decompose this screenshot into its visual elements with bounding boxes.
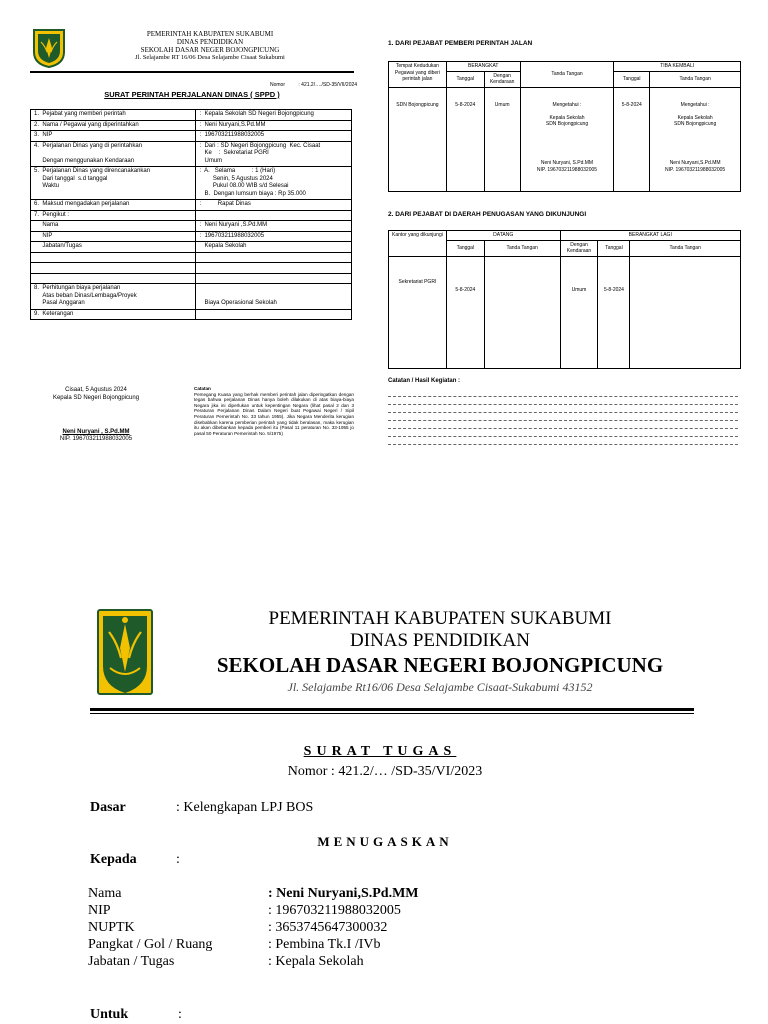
cell-tempat: SDN Bojongpicung: [389, 87, 447, 191]
th2-tanggal: Tanggal: [446, 240, 484, 256]
st-nomor: Nomor : 421.2/… /SD-35/VI/2023: [287, 764, 483, 779]
st-rule-thick: [90, 708, 694, 711]
th-tempat: Tempat Kedudukan Pegawai yang diberi perintah jalan: [389, 62, 447, 88]
sign-name: Neni Nuryani , S.Pd.MM: [62, 429, 130, 435]
st-field-value: : Neni Nuryani,S.Pd.MM: [268, 886, 419, 901]
st-field-label: Pangkat / Gol / Ruang: [88, 937, 213, 952]
cell-ttd-datang: [484, 256, 560, 368]
st-field-row: [88, 953, 608, 970]
kepada-label: Kepada: [90, 852, 137, 867]
cell-kendaraan-2: Umum: [560, 256, 598, 368]
catatan-text: Pemegang Kuasa yang berhak memberi perintah jalan diperingatkan dengan tegas bahwa perjalanan Dinas hanya boleh dilakukan di atas biaya-biaya Negara jika ini diperlukan untuk kepentingan Negara (lihat pasal 2 dan 3 Peraturan Perjalanan Dinas Dalam Negeri buat Pegawai Negeri / Sipil Peraturan Pemerintah No. 33 tahun 1955). Jika Negara Menderita kerugian disebabkan karena pemberian perintah yang tidak beralasan, maka kerugian itu akan dibebankan kepada pemberi itu (Pasal 11 peraturan No. 33-1955 jo pasal 50 Peraturan Pemerintah No. 5/1975): [194, 391, 354, 436]
th-berangkat: BERANGKAT: [446, 62, 520, 72]
dasar-value: : Kelengkapan LPJ BOS: [176, 800, 314, 815]
st-field-row: [88, 885, 608, 902]
cell-tgl-kembali: 5-8-2024: [614, 87, 650, 191]
sign-nip: NIP. 196703211988032005: [59, 436, 133, 442]
st-field-value: : 3653745647300032: [268, 920, 388, 935]
sppd-cell-value: : Neni Nuryani,S.Pd.MM: [196, 120, 352, 131]
sppd-row: [31, 284, 352, 310]
th-tanda-tangan-2: Tanda Tangan: [650, 71, 741, 87]
st-field-value: : 196703211988032005: [268, 903, 401, 918]
nomor-value: : 421.2/…./SD-35/VII/2024: [298, 82, 358, 88]
sppd-row: [31, 131, 352, 142]
dasar-label: Dasar: [90, 800, 126, 815]
sppd-cell-value: [196, 252, 352, 263]
sppd-cell-value: : A. Selama : 1 (Hari) Senin, 5 Agustus 2024 Pukul 08.00 WIB s/d Selesai B. Dengan lumsum biaya : Rp 35.000: [196, 167, 352, 200]
st-field-label: NIP: [88, 903, 111, 918]
st-head-line-1: PEMERINTAH KABUPATEN SUKABUMI: [268, 608, 612, 629]
st-field-label: NUPTK: [88, 920, 135, 935]
cell-ttd-berangkat: Mengetahui : Kepala Sekolah SDN Bojongpicung Neni Nuryani, S.Pd.MM NIP. 196703211988032005: [520, 87, 614, 191]
sppd-cell-value: : 196703211988032005: [196, 231, 352, 242]
sppd-cell-value: : 196703211988032005: [196, 131, 352, 142]
sppd-row: [31, 110, 352, 121]
sppd-row: [31, 200, 352, 211]
th-kantor: Kantor yang dikunjungi: [389, 231, 447, 257]
section-1-title: 1. DARI PEJABAT PEMBERI PERINTAH JALAN: [388, 40, 533, 47]
letterhead-rule: [30, 71, 354, 73]
th2-kendaraan: Dengan Kendaraan: [560, 240, 598, 256]
sppd-row: [31, 221, 352, 232]
sppd-row: [31, 210, 352, 221]
th-berangkat-lagi: BERANGKAT LAGI: [560, 231, 740, 241]
sppd-cell-label: [31, 263, 196, 274]
cell-tgl-berangkat: 5-8-2024: [446, 87, 484, 191]
sppd-cell-value: : Dari : SD Negeri Bojongpicung Kec. Cisaat Ke : Sekretariat PGRI Umum: [196, 141, 352, 167]
catatan-line: [388, 436, 738, 437]
nomor-label: Nomor: [270, 82, 286, 88]
st-fields: [88, 885, 608, 970]
sppd-nomor: [270, 82, 357, 88]
th2-tanda: Tanda Tangan: [484, 240, 560, 256]
st-field-value: : Pembina Tk.I /IVb: [268, 937, 381, 952]
th-tanggal: Tanggal: [446, 71, 484, 87]
st-field-row: [88, 936, 608, 953]
st-field-label: Jabatan / Tugas: [88, 954, 175, 969]
sign-place-date: Cisaat, 5 Agustus 2024: [65, 387, 127, 393]
catatan-line: [388, 412, 738, 413]
sppd-row: [31, 141, 352, 167]
menugaskan-heading: MENUGASKAN: [317, 834, 453, 849]
cell-ttd-kembali: Mengetahui : Kepala Sekolah SDN Bojongpicung Neni Nuryani,S.Pd.MM NIP. 196703211988032005: [650, 87, 741, 191]
catatan-line: [388, 404, 738, 405]
th2-tanggal-2: Tanggal: [598, 240, 630, 256]
cell-tgl-berangkat-lagi: 5-8-2024: [598, 256, 630, 368]
sppd-cell-value: [196, 309, 352, 320]
catatan-line: [388, 420, 738, 421]
st-field-value: : Kepala Sekolah: [268, 954, 364, 969]
sppd-cell-label: 1. Pejabat yang memberi perintah: [31, 110, 196, 121]
sppd-row: [31, 273, 352, 284]
st-field-label: Nama: [88, 886, 122, 901]
catatan-line: [388, 396, 738, 397]
sppd-cell-value: [196, 263, 352, 274]
sppd-cell-label: [31, 252, 196, 263]
sppd-cell-value: Biaya Operasional Sekolah: [196, 284, 352, 310]
letterhead-line-1: PEMERINTAH KABUPATEN SUKABUMI: [146, 30, 274, 38]
sppd-cell-label: 9. Keterangan: [31, 309, 196, 320]
sppd-cell-label: 5. Perjalanan Dinas yang direncanakankan Dari tanggal s.d tanggal Waktu: [31, 167, 196, 200]
sppd-cell-value: : Neni Nuryani ,S.Pd.MM: [196, 221, 352, 232]
cell-kendaraan: Umum: [484, 87, 520, 191]
sppd-signature-block: [30, 386, 162, 442]
st-rule-thin: [90, 713, 694, 714]
sppd-row: [31, 120, 352, 131]
sppd-cell-label: 8. Perhitungan biaya perjalanan Atas beban Dinas/Lembaga/Proyek Pasal Anggaran: [31, 284, 196, 310]
st-head-line-3: SEKOLAH DASAR NEGERI BOJONGPICUNG: [216, 653, 664, 677]
sppd-row: [31, 231, 352, 242]
untuk-colon: :: [178, 1007, 182, 1022]
sppd-cell-label: Jabatan/Tugas: [31, 242, 196, 253]
letterhead-line-3: SEKOLAH DASAR NEGER BOJONGPICUNG: [140, 46, 280, 54]
sppd-cell-label: [31, 273, 196, 284]
sppd-cell-value: : Kepala Sekolah SD Negeri Bojongpicung: [196, 110, 352, 121]
sppd-cell-label: 3. NIP: [31, 131, 196, 142]
sppd-cell-label: 6. Maksud mengadakan perjalanan: [31, 200, 196, 211]
cell-kantor: Sekretariat PGRI: [389, 256, 447, 368]
th-datang: DATANG: [446, 231, 560, 241]
th2-tanda-2: Tanda Tangan: [630, 240, 741, 256]
cell-tgl-datang: 5-8-2024: [446, 256, 484, 368]
sukabumi-emblem-small: [32, 28, 66, 68]
sppd-cell-value: Kepala Sekolah: [196, 242, 352, 253]
sppd-row: [31, 309, 352, 320]
section-2-title: 2. DARI PEJABAT DI DAERAH PENUGASAN YANG DIKUNJUNGI: [388, 211, 587, 218]
letterhead-line-4: Jl. Selajambe RT 16/06 Desa Selajambe Cisaat Sukabumi: [135, 54, 285, 61]
st-address: Jl. Selajambe Rt16/06 Desa Selajambe Cisaat-Sukabumi 43152: [287, 680, 593, 694]
th-tiba-kembali: TIBA KEMBALI: [614, 62, 741, 72]
penugasan-table: [388, 230, 741, 369]
sppd-cell-label: 7. Pengikut :: [31, 210, 196, 221]
catatan-title: Catatan: [194, 386, 211, 391]
sppd-cell-label: 4. Perjalanan Dinas yang di perintahkan Dengan menggunakan Kendaraan: [31, 141, 196, 167]
sppd-cell-label: 2. Nama / Pegawai yang diperintahkan: [31, 120, 196, 131]
st-title: SURAT TUGAS: [303, 744, 457, 759]
catatan-hasil-label: Catatan / Hasil Kegiatan :: [388, 378, 461, 384]
kepada-colon: :: [176, 852, 180, 867]
th-tanggal-2: Tanggal: [614, 71, 650, 87]
sppd-cell-value: : Rapat Dinas: [196, 200, 352, 211]
sppd-cell-label: Nama: [31, 221, 196, 232]
sppd-cell-value: [196, 273, 352, 284]
sukabumi-emblem: [96, 608, 154, 700]
sign-position: Kepala SD Negeri Bojongpicung: [52, 395, 140, 401]
th-tanda-tangan: Tanda Tangan: [520, 62, 614, 88]
st-head-line-2: DINAS PENDIDIKAN: [350, 630, 530, 651]
sppd-title: SURAT PERINTAH PERJALANAN DINAS ( SPPD ): [104, 90, 280, 99]
pemberi-perintah-table: [388, 61, 741, 192]
sppd-row: [31, 242, 352, 253]
st-field-row: [88, 919, 608, 936]
sppd-cell-value: [196, 210, 352, 221]
th-kendaraan: Dengan Kendaraan: [484, 71, 520, 87]
sppd-row: [31, 167, 352, 200]
catatan-line: [388, 428, 738, 429]
sppd-row: [31, 252, 352, 263]
cell-ttd-berangkat-lagi: [630, 256, 741, 368]
sppd-row: [31, 263, 352, 274]
st-field-row: [88, 902, 608, 919]
sppd-cell-label: NIP: [31, 231, 196, 242]
sppd-letterhead: [110, 30, 310, 62]
sppd-catatan: [194, 386, 354, 436]
letterhead-line-2: DINAS PENDIDIKAN: [176, 38, 244, 46]
catatan-line: [388, 444, 738, 445]
untuk-label: Untuk: [90, 1007, 129, 1022]
surat-tugas-letterhead: [160, 608, 720, 696]
sppd-table: [30, 109, 352, 320]
